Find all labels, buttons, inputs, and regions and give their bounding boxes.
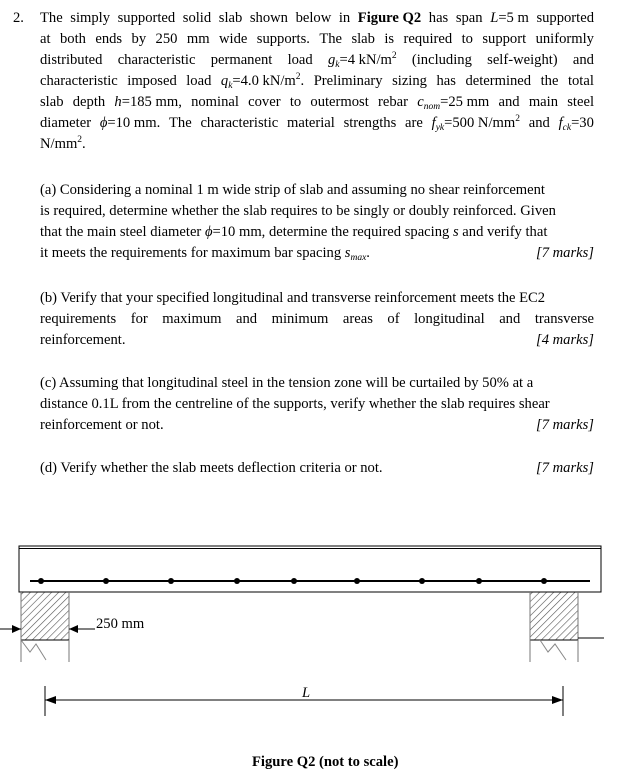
intro-line-7: $N/mm^2$. xyxy=(40,135,86,152)
transverse-bar xyxy=(38,578,44,584)
transverse-bar xyxy=(234,578,240,584)
depth-value: h=185 mm, xyxy=(114,94,182,110)
part-d-marks: [7 marks] xyxy=(536,460,594,476)
transverse-bar xyxy=(291,578,297,584)
transverse-bar xyxy=(419,578,425,584)
part-c-line: (c) Assuming that longitudinal steel in the tension zone will be curtailed by 50% at a xyxy=(40,375,534,391)
cover-value: $c_{nom}=25$ mm xyxy=(417,94,490,112)
span-label: L xyxy=(302,685,311,701)
transverse-bar xyxy=(476,578,482,584)
intro-line-2: at both ends by 250 mm wide supports. The slab is required to support uniformly xyxy=(40,31,594,47)
part-b-marks: [4 marks] xyxy=(536,332,594,348)
imposed-load-value: $q_k=4.0$ $kN/m^2$. xyxy=(220,72,305,91)
part-a-line: (a) Considering a nominal 1 m wide strip of slab and assuming no shear reinforcement xyxy=(40,182,545,198)
fyk-value: $f_{yk}=500$ $N/mm^2$ xyxy=(431,114,520,133)
part-a-line: that the main steel diameter ϕ=10 mm, determine the required spacing s and verify that xyxy=(40,224,548,240)
support-width-dimension xyxy=(0,625,604,638)
part-b-line: requirements for maximum and minimum areas of longitudinal and transverse xyxy=(40,311,594,327)
part-b-line: reinforcement. [4 marks] xyxy=(40,330,594,351)
question-number: 2. xyxy=(13,10,24,26)
part-a-line: is required, determine whether the slab requires to be singly or doubly reinforced. Given xyxy=(40,203,556,219)
fck-value: $f_{ck}=30$ xyxy=(558,115,594,133)
transverse-bar xyxy=(103,578,109,584)
transverse-bar xyxy=(168,578,174,584)
intro-line-6: diameter ϕ=10 mm. The characteristic material strengths are $f_{yk}=500$ $N/mm^2$ and $f_{ck}=30$ xyxy=(40,114,594,133)
part-c-line: distance 0.1L from the centreline of the supports, verify whether the slab requires shear xyxy=(40,396,550,412)
diameter-value: ϕ=10 mm. xyxy=(99,115,161,131)
figure-caption: Figure Q2 (not to scale) xyxy=(252,754,399,770)
figure-reference: Figure Q2 xyxy=(357,10,422,26)
transverse-bar xyxy=(541,578,547,584)
intro-line-5: slab depth h=185 mm, nominal cover to outermost rebar $c_{nom}=25$ mm and main steel xyxy=(40,94,594,112)
intro-line-1: The simply supported solid slab shown below in Figure Q2 has span L=5 m supported xyxy=(40,8,594,29)
part-b-line: (b) Verify that your specified longitudinal and transverse reinforcement meets the EC2 xyxy=(40,290,546,306)
intro-line-3: distributed characteristic permanent load $g_k=4$ $kN/m^2$ (including self-weight) and xyxy=(40,51,594,70)
right-support xyxy=(530,592,578,662)
transverse-bar xyxy=(354,578,360,584)
support-width-label: 250 mm xyxy=(96,616,145,632)
permanent-load-value: $g_k=4$ $kN/m^2$ xyxy=(327,51,397,70)
span-value: L=5 m xyxy=(490,10,529,26)
part-a-line: it meets the requirements for maximum bar spacing $s_{max}$. [7 marks] xyxy=(40,245,594,263)
part-c-marks: [7 marks] xyxy=(536,417,594,433)
part-a-marks: [7 marks] xyxy=(536,245,594,261)
intro-line-4: characteristic imposed load $q_k=4.0$ $kN/m^2$. Preliminary sizing has determined the total xyxy=(40,72,594,91)
slab-section xyxy=(19,546,601,592)
part-c-line: reinforcement or not. [7 marks] xyxy=(40,415,594,436)
left-support xyxy=(21,592,69,662)
part-d-line: (d) Verify whether the slab meets deflection criteria or not. [7 marks] xyxy=(40,458,594,479)
